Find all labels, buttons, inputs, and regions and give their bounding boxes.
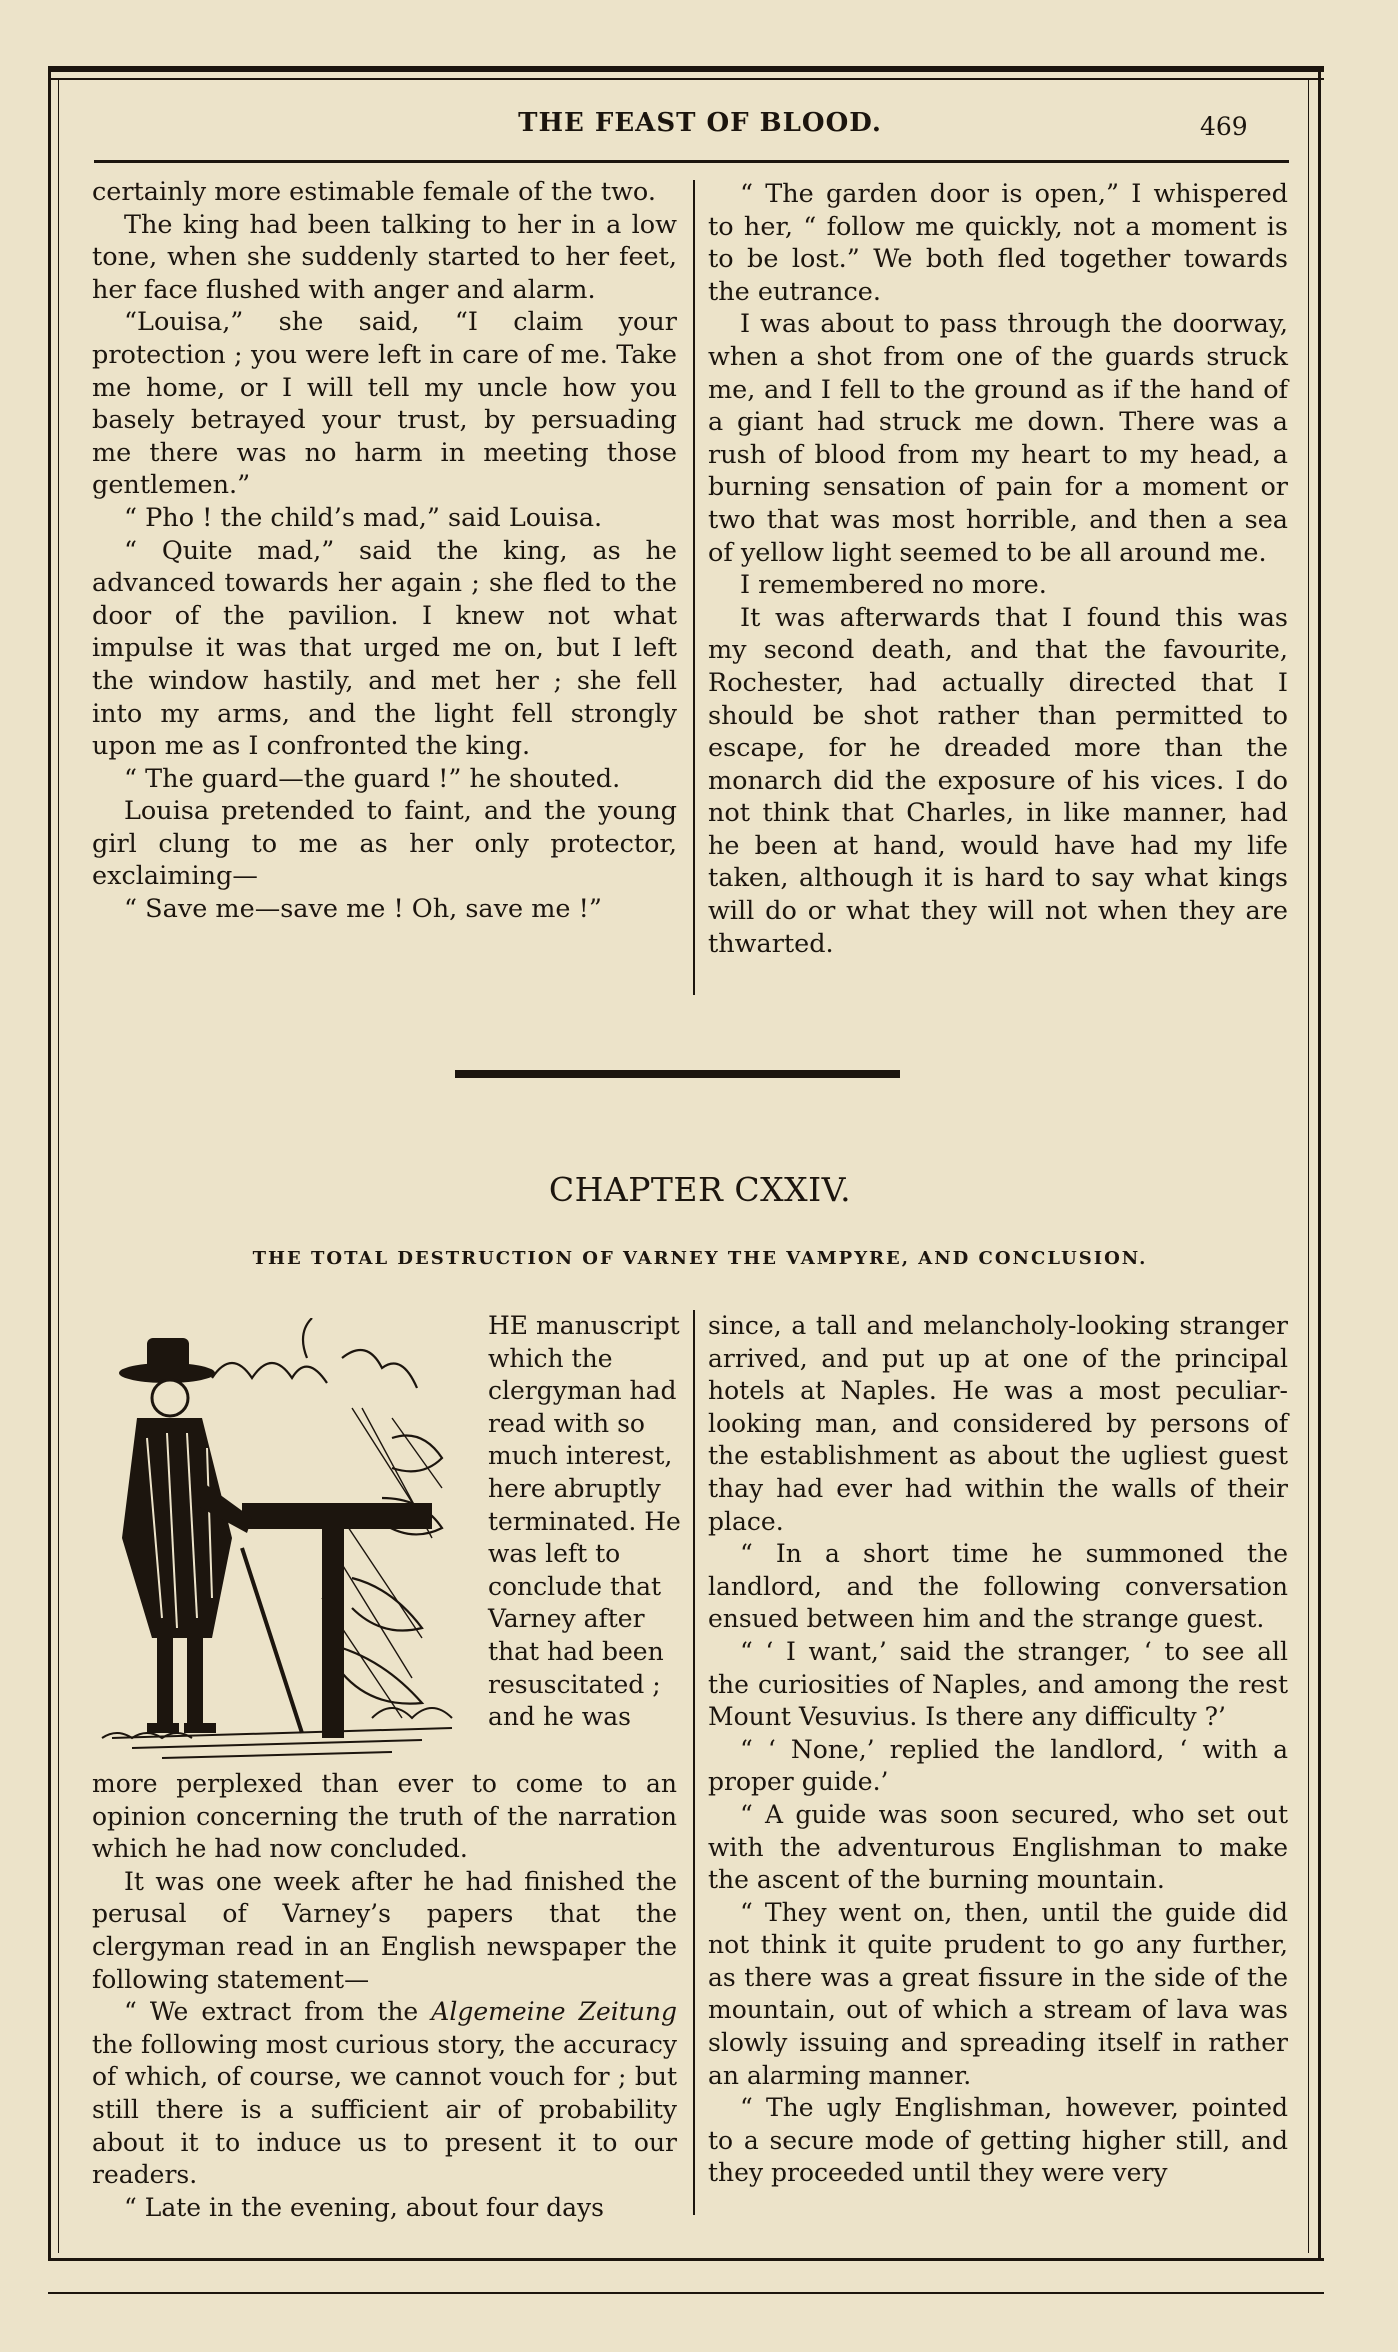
section-divider-rule xyxy=(455,1070,900,1078)
chapter-opening-beside-woodcut xyxy=(488,1310,684,1734)
paragraph: since, a tall and melancholy-looking stranger arrived, and put up at one of the principal hotels at Naples. He was a most peculiar-looking man, and considered by persons of the establishment as about the ugliest guest thay had ever had within the walls of their place. xyxy=(708,1311,1288,1536)
paragraph: “ Quite mad,” said the king, as he advanced towards her again ; she fled to the door of the pavilion. I knew not what impulse it was that urged me on, but I left the window hastily, and met her ; she fell into my arms, and the light fell strongly upon me as I confronted the king. xyxy=(92,535,677,762)
chapter-heading: CHAPTER CXXIV. xyxy=(548,1170,852,1209)
column-divider-top xyxy=(693,180,695,995)
frame-rule-top-inner xyxy=(48,78,1324,80)
paragraph: The king had been talking to her in a low tone, when she suddenly started to her feet, her face flushed with anger and alarm. xyxy=(92,209,677,305)
paragraph: “ A guide was soon secured, who set out with the adventurous Englishman to make the ascent of the burning mountain. xyxy=(708,1799,1288,1895)
paragraph: “ ‘ None,’ replied the landlord, ‘ with a proper guide.’ xyxy=(708,1734,1288,1797)
paragraph: HE manuscript which the clergyman had read with so much interest, here abruptly terminated. He was left to conclude that Varney after that had been resuscitated ; and he was xyxy=(488,1311,681,1732)
paragraph: “ Pho ! the child’s mad,” said Louisa. xyxy=(124,502,603,533)
frame-rule-top xyxy=(48,66,1324,72)
paragraph: more perplexed than ever to come to an opinion concerning the truth of the narration which he had now concluded. xyxy=(92,1769,677,1864)
paragraph: certainly more estimable female of the two. xyxy=(92,177,656,207)
frame-rule-left xyxy=(48,66,51,2261)
right-column-bottom xyxy=(708,1310,1288,2190)
paragraph: “ The guard—the guard !” he shouted. xyxy=(124,763,621,794)
woodcut-illustration-icon xyxy=(92,1318,472,1768)
paragraph: “Louisa,” she said, “I claim your protection ; you were left in care of me. Take me home, or I will tell my uncle how you basely betrayed your trust, by persuading me there was no harm in meeting those gentlemen.” xyxy=(92,307,677,501)
chapter-subtitle: THE TOTAL DESTRUCTION OF VARNEY THE VAMPYRE, AND CONCLUSION. xyxy=(252,1248,1148,1269)
frame-rule-left-inner xyxy=(58,78,59,2253)
left-column-top xyxy=(92,176,677,926)
paragraph: “ ‘ I want,’ said the stranger, ‘ to see all the curiosities of Naples, and among the rest Mount Vesuvius. Is there any difficulty ?’ xyxy=(708,1636,1288,1732)
quote-intro: “ We extract from the xyxy=(124,1997,432,2027)
header-rule xyxy=(94,160,1289,163)
quote-intro-rest: the following most curious story, the accuracy of which, of course, we cannot vouch for ; but still there is a sufficient air of probability about it to induce us to present it to our readers. xyxy=(92,2029,677,2190)
paragraph: I was about to pass through the doorway, when a shot from one of the guards struck me, and I fell to the ground as if the hand of a giant had struck me down. There was a rush of blood from my heart to my head, a burning sensation of pain for a moment or two that was most horrible, and then a sea of yellow light seemed to be all around me. xyxy=(708,309,1288,568)
paragraph: It was one week after he had finished the perusal of Varney’s papers that the clergyman read in an English newspaper the following statement— xyxy=(92,1866,677,1994)
paragraph: “ The garden door is open,” I whispered to her, “ follow me quickly, not a moment is to be lost.” We both fled together towards the eutrance. xyxy=(708,179,1288,307)
paragraph: “ The ugly Englishman, however, pointed to a secure mode of getting higher still, and they proceeded until they were very xyxy=(708,2093,1288,2188)
column-divider-bottom xyxy=(693,1310,695,2215)
paragraph xyxy=(92,1996,677,2192)
paragraph: “ They went on, then, until the guide did not think it quite prudent to go any further, as there was a great fissure in the side of the mountain, out of which a stream of lava was slowly issuing and spreading itself in rather an alarming manner. xyxy=(708,1897,1288,2090)
right-column-top xyxy=(708,178,1288,960)
paragraph: Louisa pretended to faint, and the young girl clung to me as her only protector, exclaiming— xyxy=(92,796,677,892)
frame-rule-bottom xyxy=(48,2258,1324,2261)
paragraph: “ In a short time he summoned the landlord, and the following conversation ensued between him and the strange guest. xyxy=(708,1539,1288,1634)
frame-rule-right xyxy=(1318,66,1321,2261)
paragraph: “ Late in the evening, about four days xyxy=(124,2192,604,2222)
page-number: 469 xyxy=(1200,112,1248,141)
paragraph: It was afterwards that I found this was my second death, and that the favourite, Rochester, had actually directed that I should be shot rather than permitted to escape, for he dreaded more than the monarch did the exposure of his vices. I do not think that Charles, in like manner, had he been at hand, would have had my life taken, although it is hard to say what kings will do or what they will not when they are thwarted. xyxy=(708,602,1288,959)
paragraph: “ Save me—save me ! Oh, save me !” xyxy=(124,894,602,925)
quote-source: Algemeine Zeitung xyxy=(431,1997,677,2027)
paragraph: I remembered no more. xyxy=(740,570,1047,601)
running-title: THE FEAST OF BLOOD. xyxy=(518,108,882,138)
frame-rule-right-inner xyxy=(1308,78,1309,2253)
left-column-bottom xyxy=(92,1768,677,2224)
frame-rule-bottom-outer xyxy=(48,2292,1324,2294)
